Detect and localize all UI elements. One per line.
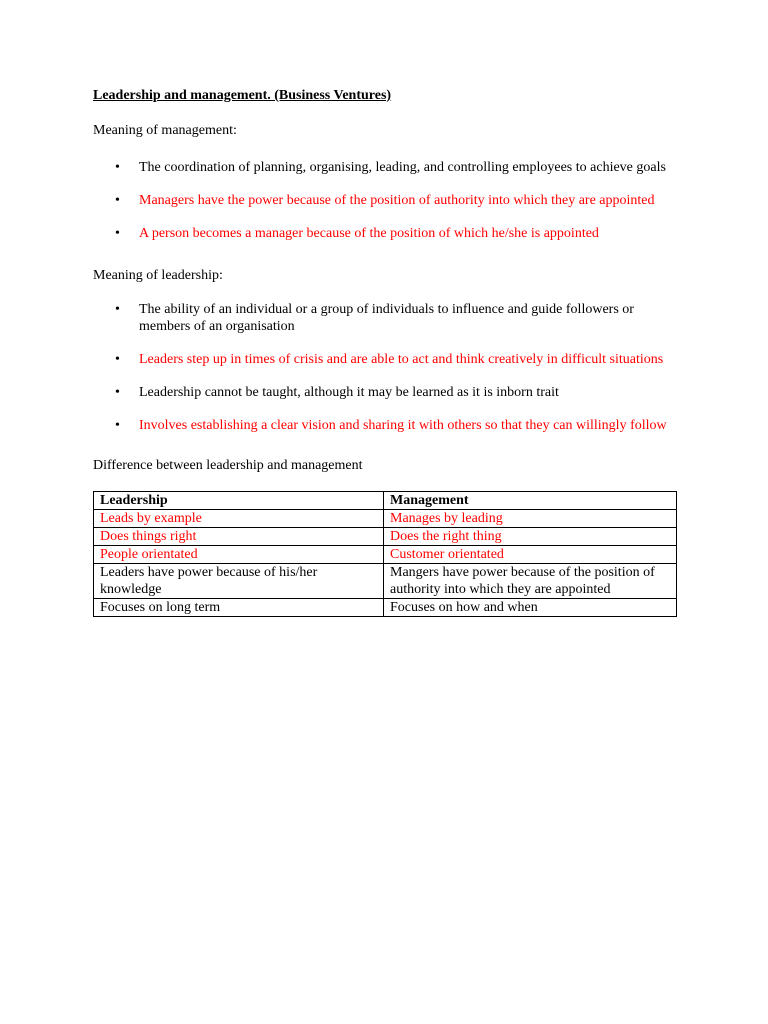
table-header-management: Management <box>384 492 677 510</box>
bullet-icon: • <box>115 352 120 367</box>
leadership-bullet-4: Involves establishing a clear vision and sharing it with others so that they can willingly follow <box>139 418 667 433</box>
table-cell: Does things right <box>94 528 384 546</box>
management-bullet-1: The coordination of planning, organising, leading, and controlling employees to achieve goals <box>139 160 666 175</box>
bullet-icon: • <box>115 193 120 208</box>
bullet-icon: • <box>115 226 120 241</box>
bullet-icon: • <box>115 418 120 433</box>
management-bullet-3: A person becomes a manager because of the position of which he/she is appointed <box>139 226 599 241</box>
table-cell: Does the right thing <box>384 528 677 546</box>
table-cell: Focuses on how and when <box>384 599 677 617</box>
bullet-icon: • <box>115 385 120 400</box>
list-item <box>93 351 678 368</box>
leadership-bullet-2: Leaders step up in times of crisis and are able to act and think creatively in difficult situations <box>139 352 664 367</box>
document-page <box>93 87 678 617</box>
list-item <box>93 301 678 335</box>
table-cell: Leaders have power because of his/her knowledge <box>94 564 384 599</box>
table-cell: Leads by example <box>94 510 384 528</box>
table-header-leadership: Leadership <box>94 492 384 510</box>
list-item <box>93 417 678 434</box>
list-item <box>93 192 678 209</box>
difference-table <box>93 491 677 617</box>
leadership-bullet-1: The ability of an individual or a group of individuals to influence and guide followers or members of an organisation <box>139 302 634 334</box>
management-heading: Meaning of management: <box>93 123 237 138</box>
leadership-bullet-3: Leadership cannot be taught, although it may be learned as it is inborn trait <box>139 385 559 400</box>
list-item <box>93 159 678 176</box>
table-cell: People orientated <box>94 546 384 564</box>
table-cell: Manages by leading <box>384 510 677 528</box>
table-cell: Mangers have power because of the position of authority into which they are appointed <box>384 564 677 599</box>
leadership-list <box>93 301 678 434</box>
table-row <box>94 510 677 528</box>
table-cell: Focuses on long term <box>94 599 384 617</box>
table-row <box>94 528 677 546</box>
leadership-heading: Meaning of leadership: <box>93 268 223 283</box>
bullet-icon: • <box>115 302 120 317</box>
table-row <box>94 546 677 564</box>
document-title: Leadership and management. (Business Ventures) <box>93 88 392 103</box>
difference-heading: Difference between leadership and management <box>93 458 363 473</box>
table-cell: Customer orientated <box>384 546 677 564</box>
bullet-icon: • <box>115 160 120 175</box>
table-row <box>94 599 677 617</box>
management-bullet-2: Managers have the power because of the position of authority into which they are appointed <box>139 193 655 208</box>
list-item <box>93 384 678 401</box>
management-list <box>93 159 678 242</box>
list-item <box>93 225 678 242</box>
table-header-row <box>94 492 677 510</box>
table-row <box>94 564 677 599</box>
